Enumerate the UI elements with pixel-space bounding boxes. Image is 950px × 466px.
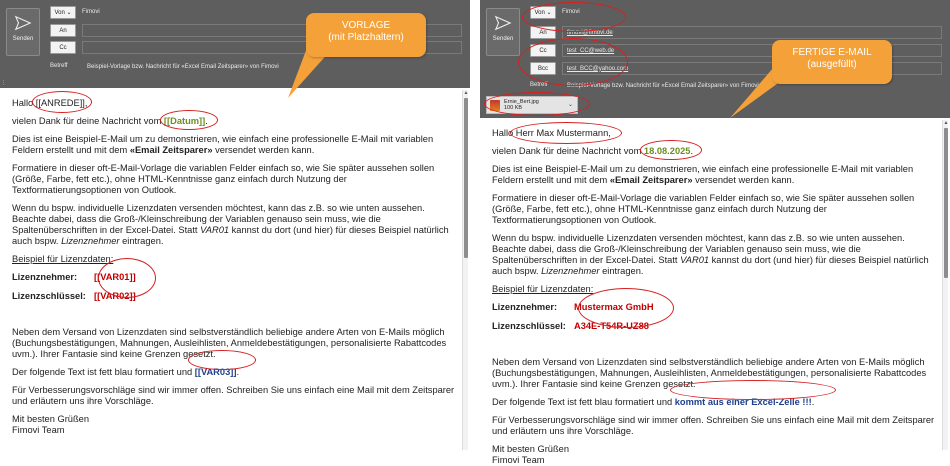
subject-value: Beispiel-Vorlage bzw. Nachricht für «Excel Email Zeitsparer» von Fimovi [567, 82, 759, 89]
license-holder-label: Lizenznehmer: [492, 302, 558, 312]
filled-email-window [480, 0, 950, 465]
send-label: Senden [492, 36, 514, 42]
paragraph-license [492, 233, 936, 277]
paragraph-license [12, 203, 456, 247]
license-holder-row [12, 272, 456, 283]
signature: Fimovi Team [12, 425, 65, 435]
attachment-name: Ernie_Bert.jpg [504, 99, 539, 105]
p1-end: versendet werden kann. [212, 145, 315, 155]
email-body[interactable] [492, 128, 936, 466]
cc-button[interactable]: Cc [50, 41, 76, 54]
p1-text: Dies ist eine Beispiel-E-Mail um zu demonstrieren, wie einfach eine professionelle E-Mail mit variablen Feldern erstellt und mit dem [492, 164, 914, 185]
var-anrede: Herr Max Mustermann [515, 128, 609, 138]
var01-value: Mustermax GmbH [574, 302, 654, 312]
paragraph-blue [12, 367, 456, 378]
example-heading: Beispiel für Lizenzdaten: [12, 254, 114, 264]
chevron-down-icon[interactable]: ⌄ [567, 102, 573, 108]
paragraph-format: Formatiere in dieser oft-E-Mail-Vorlage die variablen Felder einfach so, wie Sie später aussehen sollen (Größe, Farbe, fett etc.), ohne HTML-Kenntnisse ganz einfach durch Nutzung der Textformatierungsoptionen von Outlook. [12, 163, 435, 195]
paragraph-blue [492, 397, 936, 408]
p3-ital2: Lizenznehmer [61, 236, 120, 246]
blue-text: Der folgende Text ist fett blau formatiert und [12, 367, 195, 377]
send-label: Senden [12, 36, 34, 42]
attachment-size: 100 KB [504, 105, 523, 111]
p3-end: eintragen. [599, 266, 644, 276]
var-datum: 18.08.2025 [643, 146, 691, 156]
paragraph-other-uses: Neben dem Versand von Lizenzdaten sind selbstverständlich beliebige andere Arten von E-Mails möglich (Buchungsbestätigungen, Mahnungen, Ausleihlisten, Anmeldebestätigungen, personalisierte Rabattcodes uvm.). Ihrer Fantasie sind keine Grenzen gesetzt. [492, 357, 927, 389]
greeting-comma: , [84, 98, 88, 108]
cc-button[interactable]: Cc [530, 44, 556, 57]
body-marker [3, 80, 7, 85]
p1-bold: «Email Zeitsparer» [609, 175, 693, 185]
license-holder-row [492, 302, 936, 313]
greeting-text: Hallo [12, 98, 36, 108]
paragraph-intro [492, 164, 936, 186]
thanks-text: vielen Dank für deine Nachricht vom [492, 146, 644, 156]
template-email-window [0, 0, 470, 450]
send-button[interactable] [486, 8, 520, 56]
scroll-up-icon[interactable]: ▲ [463, 90, 469, 96]
from-value: Fimovi [82, 9, 100, 15]
thanks-line [12, 116, 456, 127]
from-button[interactable]: Von ⌄ [50, 6, 76, 19]
thanks-text: vielen Dank für deine Nachricht vom [12, 116, 164, 126]
var01-value: [[VAR01]] [94, 272, 136, 282]
thanks-period: . [205, 116, 208, 126]
to-button[interactable]: An [530, 26, 556, 39]
p3-ital: VAR01 [200, 225, 230, 235]
var03-value: kommt aus einer Excel-Zelle !!! [674, 397, 812, 407]
p3-text: Wenn du bspw. individuelle Lizenzdaten versenden möchtest, kann das z.B. so wie unten aussehen. Beachte dabei, dass die Groß-/Kleinschreibung der Variablen genauso sein muss, wie die Spaltenüberschriften in der Excel-Datei. Statt [492, 233, 905, 265]
p3-mid: kannst du dort (und hier) für dieses Beispiel natürlich auch bspw. [12, 225, 449, 246]
greeting [492, 128, 936, 139]
greeting-text: Hallo [492, 128, 516, 138]
bcc-button[interactable]: Bcc [530, 62, 556, 75]
from-value: Fimovi [562, 9, 580, 15]
attachment-meta [504, 99, 539, 111]
greeting-comma: , [608, 128, 611, 138]
license-key-label: Lizenzschlüssel: [12, 291, 86, 301]
paragraph-other-uses: Neben dem Versand von Lizenzdaten sind selbstverständlich beliebige andere Arten von E-Mails möglich (Buchungsbestätigungen, Mahnungen, Ausleihlisten, Anmeldebestätigungen, personalisierte Rabattcodes uvm.). Ihrer Fantasie sind keine Grenzen gesetzt. [12, 327, 447, 359]
callout-template: VORLAGE (mit Platzhaltern) [306, 13, 426, 57]
subject-value: Beispiel-Vorlage bzw. Nachricht für «Excel Email Zeitsparer» von Fimovi [87, 63, 279, 70]
subject-label: Betreff [50, 63, 68, 69]
p1-text: Dies ist eine Beispiel-E-Mail um zu demonstrieren, wie einfach eine professionelle E-Mail mit variablen Feldern erstellt und mit dem [12, 134, 434, 155]
blue-period: . [811, 397, 815, 407]
image-file-icon [490, 100, 500, 111]
subject-label: Betreff [530, 82, 548, 88]
example-heading: Beispiel für Lizenzdaten: [492, 284, 594, 294]
pane-divider [470, 0, 480, 450]
license-holder-label: Lizenznehmer: [12, 272, 78, 282]
from-button[interactable]: Von ⌄ [530, 6, 556, 19]
var02-value: A34E-T54R-UZ88 [574, 321, 649, 331]
p3-end: eintragen. [119, 236, 164, 246]
var-datum: [[Datum]] [163, 116, 206, 126]
license-key-row [492, 321, 936, 332]
send-icon [494, 14, 512, 32]
p1-bold: «Email Zeitsparer» [129, 145, 213, 155]
p3-text: Wenn du bspw. individuelle Lizenzdaten versenden möchtest, kann das z.B. so wie unten aussehen. Beachte dabei, dass die Groß-/Kleinschreibung der Variablen genauso sein muss, wie die Spaltenüberschriften in der Excel-Datei. Statt [12, 203, 425, 235]
sign-off: Mit besten Grüßen [12, 414, 89, 424]
vertical-scrollbar[interactable] [462, 90, 468, 450]
paragraph-intro [12, 134, 456, 156]
vertical-scrollbar[interactable] [942, 120, 948, 450]
p1-end: versendet werden kann. [692, 175, 795, 185]
scroll-up-icon[interactable]: ▲ [943, 120, 949, 126]
greeting [12, 98, 456, 109]
p3-mid: kannst du dort (und hier) für dieses Beispiel natürlich auch bspw. [492, 255, 929, 276]
paragraph-feedback: Für Verbesserungsvorschläge sind wir immer offen. Schreiben Sie uns einfach eine Mail mit dem Zeitsparer und erläutern uns ihre Vorschläge. [492, 415, 935, 436]
p3-ital2: Lizenznehmer [541, 266, 600, 276]
paragraph-format: Formatiere in dieser oft-E-Mail-Vorlage die variablen Felder einfach so, wie Sie später aussehen sollen (Größe, Farbe, fett etc.), ohne HTML-Kenntnisse ganz einfach durch Nutzung der Textformatierungsoptionen von Outlook. [492, 193, 915, 225]
license-key-label: Lizenzschlüssel: [492, 321, 566, 331]
bcc-value: test_BCC@yahoo.com [567, 65, 629, 72]
send-button[interactable] [6, 8, 40, 56]
var-anrede: [[ANREDE]] [35, 98, 85, 108]
var02-value: [[VAR02]] [94, 291, 136, 301]
blue-text: Der folgende Text ist fett blau formatiert und [492, 397, 675, 407]
scroll-thumb[interactable] [464, 98, 468, 258]
callout-filled: FERTIGE E-MAIL (ausgefüllt) [772, 40, 892, 84]
attachment-chip[interactable] [486, 96, 578, 114]
paragraph-feedback: Für Verbesserungsvorschläge sind wir immer offen. Schreiben Sie uns einfach eine Mail mit dem Zeitsparer und erläutern uns ihre Vorschläge. [12, 385, 455, 406]
license-key-row [12, 291, 456, 302]
to-button[interactable]: An [50, 24, 76, 37]
thanks-period: . [690, 146, 694, 156]
scroll-thumb[interactable] [944, 128, 948, 278]
send-icon [14, 14, 32, 32]
cc-value: test_CC@web.de [567, 47, 615, 54]
thanks-line [492, 146, 936, 157]
p3-ital: VAR01 [680, 255, 710, 265]
to-value: fimovi@fimovi.de [567, 29, 613, 36]
email-body[interactable] [12, 98, 456, 436]
blue-period: . [236, 367, 240, 377]
to-input[interactable] [562, 26, 942, 39]
var03-value: [[VAR03]] [194, 367, 237, 377]
signature: Fimovi Team [492, 455, 545, 465]
sign-off: Mit besten Grüßen [492, 444, 569, 454]
